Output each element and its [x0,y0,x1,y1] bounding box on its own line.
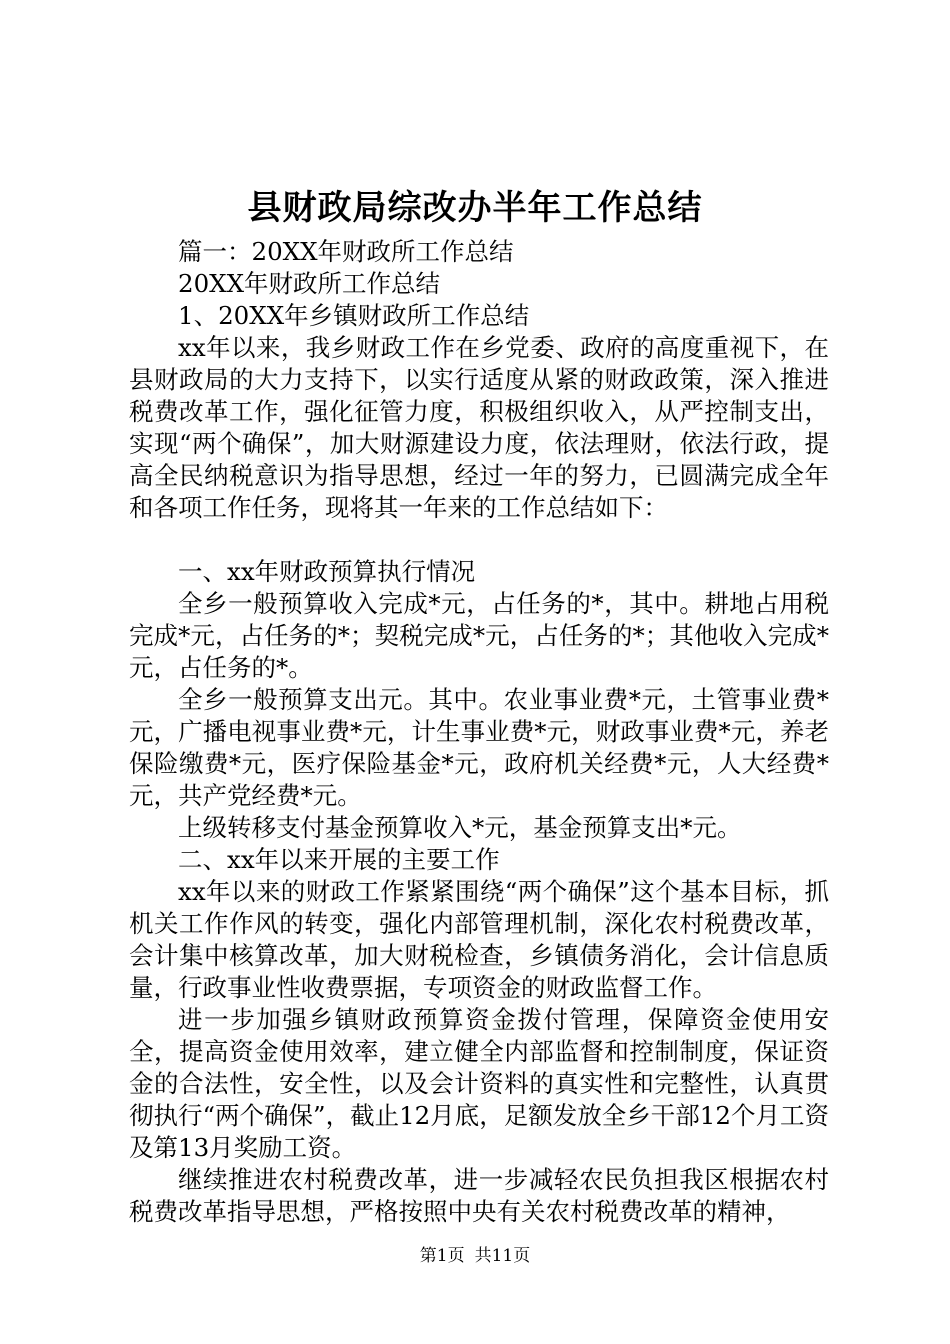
paragraph-intro: xx年以来，我乡财政工作在乡党委、政府的高度重视下，在县财政局的大力支持下，以实行适度从紧的财政政策，深入推进税费改革工作，强化征管力度，积极组织收入，从严控制支出，实现“两个确保”，加大财源建设力度，依法理财，依法行政，提高全民纳税意识为指导思想，经过一年的努力，已圆满完成全年和各项工作任务，现将其一年来的工作总结如下： [129,333,829,522]
paragraph-budget-income: 全乡一般预算收入完成*元，占任务的*，其中。耕地占用税完成*元，占任务的*；契税完成*元，占任务的*；其他收入完成*元，占任务的*。 [129,589,829,682]
page-total: 共11页 [474,1246,531,1266]
page-footer [0,1244,950,1268]
paragraph-subtitle: 20XX年财政所工作总结 [178,269,441,298]
paragraph-fund-management: 进一步加强乡镇财政预算资金拨付管理，保障资金使用安全，提高资金使用效率，建立健全内部监督和控制制度，保证资金的合法性，安全性，以及会计资料的真实性和完整性，认真贯彻执行“两个确保”，截止12月底，足额发放全乡干部12个月工资及第13月奖励工资。 [129,1005,829,1162]
paragraph-main-work-heading: 二、xx年以来开展的主要工作 [178,845,500,874]
paragraph-budget-expense: 全乡一般预算支出元。其中。农业事业费*元，土管事业费*元，广播电视事业费*元，计生事业费*元，财政事业费*元，养老保险缴费*元，医疗保险基金*元，政府机关经费*元，人大经费*元，共产党经费*元。 [129,685,829,810]
document-body [129,236,829,1228]
paragraph-section-heading: 篇一：20XX年财政所工作总结 [178,237,514,266]
page-number: 第1页 [419,1246,465,1266]
paragraph-budget-heading: 一、xx年财政预算执行情况 [178,557,476,586]
paragraph-transfer-payment: 上级转移支付基金预算收入*元，基金预算支出*元。 [178,813,742,842]
paragraph-tax-reform: 继续推进农村税费改革，进一步减轻农民负担我区根据农村税费改革指导思想，严格按照中央有关农村税费改革的精神， [129,1165,829,1226]
paragraph-numbered-heading: 1、20XX年乡镇财政所工作总结 [178,301,530,330]
paragraph-main-work: xx年以来的财政工作紧紧围绕“两个确保”这个基本目标，抓机关工作作风的转变，强化内部管理机制，深化农村税费改革，会计集中核算改革，加大财税检查，乡镇债务消化，会计信息质量，行政事业性收费票据，专项资金的财政监督工作。 [129,877,829,1002]
document-title: 县财政局综改办半年工作总结 [247,188,703,228]
